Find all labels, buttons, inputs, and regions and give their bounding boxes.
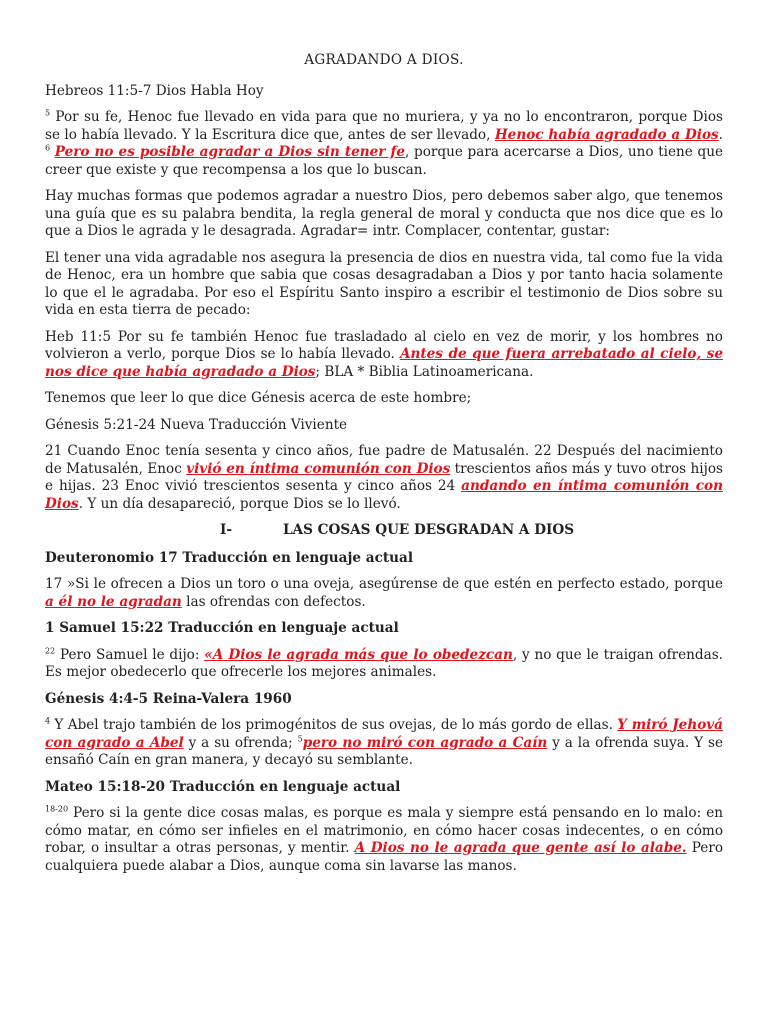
paragraph-mateo: $^{18-20}$ Pero si la gente dice cosas malas, es porque es mala y siempre está pensando en lo malo: en cómo matar, en cómo ser infieles en el matrimonio, en cómo hacer cosas indecentes, o en cómo robar, o insultar a otras personas, y mentir. A Dios no le agrada que gente así lo alabe. Pero cualquiera puede alabar a Dios, aunque coma sin lavarse las manos. — [45, 804, 723, 874]
verse-number: 4 — [45, 716, 51, 726]
section-title: LAS COSAS QUE DESGRADAN A DIOS — [283, 522, 575, 538]
highlight-text: vivió en íntima comunión con Dios — [186, 460, 451, 477]
highlight-text: «A Dios le agrada más que lo obedezcan — [204, 646, 513, 663]
highlight-text: A Dios no le agrada que gente así lo alabe. — [354, 840, 687, 856]
paragraph-vida-agradable: El tener una vida agradable nos asegura la presencia de dios en nuestra vida, tal como fue la vida de Henoc, era un hombre que sabia que cosas desagradaban a Dios y por tanto hacia solamente lo que el le agradaba. Por eso el Espíritu Santo inspiro a escribir el testimonio de Dios sobre su vida en esta tierra de pecado: — [45, 249, 723, 318]
highlight-text: a él no le agradan — [45, 593, 182, 610]
paragraph-genesis-intro: Tenemos que leer lo que dice Génesis acerca de este hombre; — [45, 390, 472, 406]
paragraph-samuel: $^{22}$ Pero Samuel le dijo: «A Dios le agrada más que lo obedezcan, y no que le traigan ofrendas. Es mejor obedecerlo que ofrecerle los mejores animales. — [45, 645, 723, 680]
highlight-text: pero no miró con agrado a Caín — [302, 734, 548, 751]
verse-number: 5 — [297, 733, 303, 743]
paragraph-genesis-5: 21 Cuando Enoc tenía sesenta y cinco años, fue padre de Matusalén. 22 Después del nacimiento de Matusalén, Enoc vivió en íntima comunión con Dios trescientos años más y tuvo otros hijos e hijas. 23 Enoc vivió trescientos sesenta y cinco años 24 andando en íntima comunión con Dios. Y un día desapareció, porque Dios se lo llevó. — [45, 443, 723, 512]
verse-number: 18-20 — [45, 804, 69, 814]
highlight-text: Y miró Jehová con agrado a Abel — [45, 717, 723, 751]
scripture-reference: Génesis 5:21-24 Nueva Traducción Viviente — [45, 416, 348, 433]
document-page — [45, 52, 723, 884]
section-number: I- — [220, 522, 233, 538]
scripture-reference: Hebreos 11:5-7 Dios Habla Hoy — [45, 82, 264, 99]
paragraph-genesis-4: $^4$ Y Abel trajo también de los primogénitos de sus ovejas, de lo más gordo de ellas. Y miró Jehová con agrado a Abel y a su ofrenda; $^5$pero no miró con agrado a Caín y a la ofrenda suya. Y se ensañó Caín en gran manera, y decayó su semblante. — [45, 716, 723, 768]
highlight-text: andando en íntima comunión con Dios — [45, 478, 723, 512]
subheading-samuel: 1 Samuel 15:22 Traducción en lenguaje actual — [45, 620, 399, 636]
paragraph-heb-11-5: Heb 11:5 Por su fe también Henoc fue trasladado al cielo en vez de morir, y los hombres no volvieron a verlo, porque Dios se lo había llevado. Antes de que fuera arrebatado al cielo, se nos dice que había agradado a Dios; BLA * Biblia Latinoamericana. — [45, 328, 724, 380]
paragraph-hebreos: $^5$ Por su fe, Henoc fue llevado en vida para que no muriera, y ya no lo encontraron, porque Dios se lo había llevado. Y la Escritura dice que, antes de ser llevado, Henoc había agradado a Dios. $^6$ Pero no es posible agradar a Dios sin tener fe, porque para acercarse a Dios, uno tiene que creer que existe y que recompensa a los que lo buscan. — [45, 108, 723, 178]
verse-number: 5 — [45, 108, 51, 118]
verse-number: 6 — [45, 143, 51, 153]
section-heading — [45, 522, 723, 540]
subheading-mateo: Mateo 15:18-20 Traducción en lenguaje actual — [45, 778, 401, 795]
subheading-deuteronomio: Deuteronomio 17 Traducción en lenguaje actual — [45, 549, 413, 566]
highlight-text: Pero no es posible agradar a Dios sin tener fe — [54, 144, 406, 160]
document-title: AGRADANDO A DIOS. — [304, 52, 464, 68]
highlight-text: Antes de que fuera arrebatado al cielo, se nos dice que había agradado a Dios — [45, 346, 724, 380]
verse-number: 22 — [45, 645, 56, 655]
paragraph-formas: Hay muchas formas que podemos agradar a nuestro Dios, pero debemos saber algo, que tenemos una guía que es su palabra bendita, la regla general de moral y conducta que nos dice que es lo que a Dios le agrada y le desagrada. Agradar= intr. Complacer, contentar, gustar: — [45, 188, 723, 239]
subheading-genesis-4: Génesis 4:4-5 Reina-Valera 1960 — [45, 690, 292, 707]
highlight-text: Henoc había agradado a Dios — [494, 126, 719, 143]
paragraph-deuteronomio: 17 »Si le ofrecen a Dios un toro o una oveja, asegúrense de que estén en perfecto estado, porque a él no le agradan las ofrendas con defectos. — [45, 576, 723, 610]
